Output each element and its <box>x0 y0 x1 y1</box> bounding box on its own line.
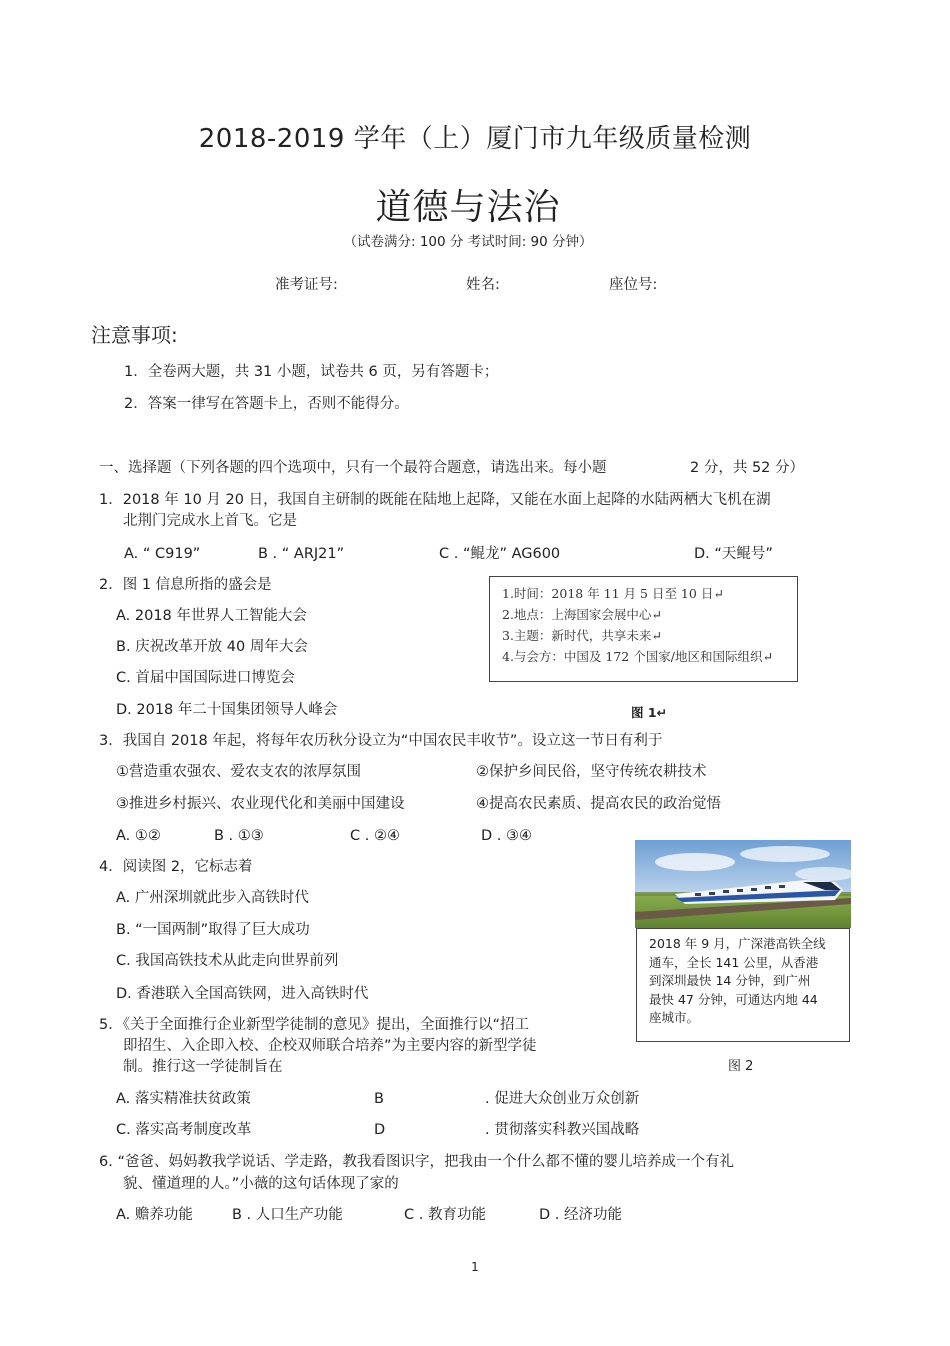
q4-option-b: B. “一国两制”取得了巨大成功 <box>116 922 310 938</box>
q4-option-d: D. 香港联入全国高铁网，进入高铁时代 <box>116 986 369 1002</box>
q3-statement-3: ③推进乡村振兴、农业现代化和美丽中国建设 <box>116 796 405 812</box>
q2-option-a: A. 2018 年世界人工智能大会 <box>116 608 307 624</box>
question-4-stem: 4．阅读图 2，它标志着 <box>99 859 253 875</box>
figure-2-caption: 图 2 <box>728 1059 754 1074</box>
high-speed-train-photo <box>635 840 851 928</box>
q5-option-c: C. 落实高考制度改革 <box>116 1122 252 1138</box>
figure-2-line: 到深圳最快 14 分钟，到广州 <box>649 973 811 988</box>
q5-option-b-letter: B <box>374 1091 384 1107</box>
section-points: 2 分，共 52 分） <box>690 460 805 476</box>
q5-option-b: . 促进大众创业万众创新 <box>485 1091 640 1107</box>
q1-option-c: C . “鲲龙” AG600 <box>439 546 561 562</box>
q4-option-c: C. 我国高铁技术从此走向世界前列 <box>116 953 339 969</box>
q1-option-b: B . “ ARJ21” <box>258 546 345 562</box>
question-5-stem: 5．《关于全面推行企业新型学徒制的意见》提出，全面推行以“招工 <box>99 1017 529 1033</box>
q3-option-a: A. ①② <box>116 828 161 844</box>
q4-option-a: A. 广州深圳就此步入高铁时代 <box>116 890 309 906</box>
q3-option-c: C . ②④ <box>350 828 400 844</box>
q3-statement-4: ④提高农民素质、提高农民的政治觉悟 <box>476 796 721 812</box>
q5-option-d-letter: D <box>374 1122 386 1138</box>
figure-1-caption: 图 1↵ <box>631 705 668 720</box>
figure-1-box <box>489 576 798 682</box>
name-label: 姓名: <box>466 277 500 293</box>
figure-1-line: 2.地点：上海国家会展中心↵ <box>502 607 662 622</box>
notice-heading: 注意事项: <box>91 323 178 347</box>
figure-2-line: 座城市。 <box>649 1010 700 1025</box>
notice-item: 1．全卷两大题，共 31 小题，试卷共 6 页，另有答题卡； <box>124 364 499 380</box>
question-6-stem-cont: 貌、懂道理的人。”小薇的这句话体现了家的 <box>123 1176 399 1192</box>
question-2-stem: 2．图 1 信息所指的盛会是 <box>99 577 272 593</box>
q3-option-b: B . ①③ <box>214 828 264 844</box>
question-5-stem-cont: 即招生、入企即入校、企校双师联合培养”为主要内容的新型学徒 <box>123 1038 537 1054</box>
subject-title: 道德与法治 <box>375 187 561 228</box>
figure-2-line: 通车，全长 141 公里，从香港 <box>649 954 819 970</box>
section-heading: 一、选择题（下列各题的四个选项中，只有一个最符合题意，请选出来。每小题 <box>99 460 607 476</box>
q6-option-c: C . 教育功能 <box>404 1207 486 1223</box>
figure-2-line: 2018 年 9 月，广深港高铁全线 <box>649 936 826 951</box>
q2-option-b: B. 庆祝改革开放 40 周年大会 <box>116 639 308 655</box>
question-3-stem: 3．我国自 2018 年起，将每年农历秋分设立为“中国农民丰收节”。设立这一节日有利于 <box>99 733 663 749</box>
figure-1-line: 3.主题：新时代，共享未来↵ <box>502 628 662 643</box>
q3-statement-1: ①营造重农强农、爱农支农的浓厚氛围 <box>116 764 361 780</box>
figure-2-line: 最快 47 分钟，可通达内地 44 <box>649 991 818 1007</box>
seat-label: 座位号: <box>609 277 658 293</box>
figure-2-box <box>636 928 850 1042</box>
question-6-stem: 6. “爸爸、妈妈教我学说话、学走路，教我看图识字，把我由一个什么都不懂的婴儿培养成一个有礼 <box>99 1154 734 1170</box>
question-1-stem: 1．2018 年 10 月 20 日，我国自主研制的既能在陆地上起降，又能在水面上起降的水陆两栖大飞机在湖 <box>99 492 771 508</box>
figure-1-line: 4.与会方：中国及 172 个国家/地区和国际组织↵ <box>502 649 773 664</box>
question-1-stem-cont: 北荆门完成水上首飞。它是 <box>123 513 297 529</box>
exam-info: （试卷满分: 100 分 考试时间: 90 分钟） <box>343 234 593 250</box>
q3-statement-2: ②保护乡间民俗，坚守传统农耕技术 <box>476 764 707 780</box>
q2-option-d: D. 2018 年二十国集团领导人峰会 <box>116 702 338 718</box>
q5-option-a: A. 落实精准扶贫政策 <box>116 1091 251 1107</box>
q2-option-c: C. 首届中国国际进口博览会 <box>116 670 295 686</box>
q6-option-d: D . 经济功能 <box>539 1207 622 1223</box>
q3-option-d: D . ③④ <box>481 828 532 844</box>
q6-option-b: B . 人口生产功能 <box>232 1207 343 1223</box>
q1-option-a: A. “ C919” <box>124 546 201 562</box>
q5-option-d: . 贯彻落实科教兴国战略 <box>485 1122 640 1138</box>
q6-option-a: A. 赡养功能 <box>116 1207 193 1223</box>
exam-title: 2018-2019 学年（上）厦门市九年级质量检测 <box>198 124 752 154</box>
page-number: 1 <box>471 1260 479 1274</box>
question-5-stem-cont: 制。推行这一学徒制旨在 <box>123 1059 283 1075</box>
figure-1-line: 1.时间：2018 年 11 月 5 日至 10 日↵ <box>502 586 724 601</box>
candidate-id-label: 准考证号: <box>275 277 338 293</box>
q1-option-d: D. “天鲲号” <box>694 546 773 562</box>
notice-item: 2．答案一律写在答题卡上，否则不能得分。 <box>124 396 409 412</box>
